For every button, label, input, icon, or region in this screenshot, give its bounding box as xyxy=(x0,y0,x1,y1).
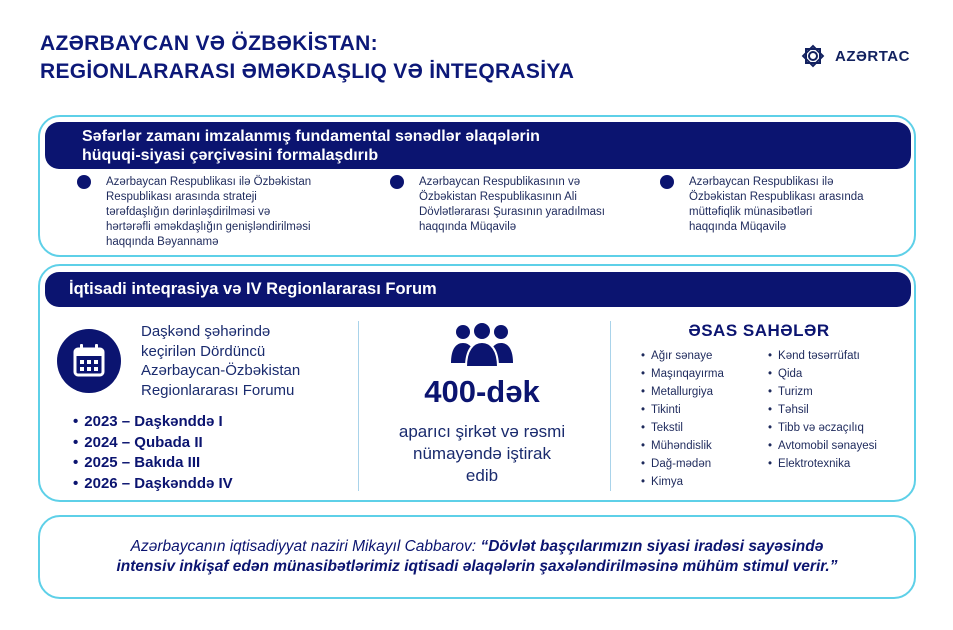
sectors-list-2 xyxy=(768,347,877,473)
sector-item: • Metallurgiya xyxy=(641,383,724,401)
people-group-icon xyxy=(449,321,515,367)
documents-panel xyxy=(38,115,916,257)
bullet-dot xyxy=(77,175,91,189)
documents-heading-line-1: Səfərlər zamanı imzalanmış fundamental sənədlər əlaqələrin xyxy=(82,128,540,145)
doc3-line: haqqında Müqavilə xyxy=(689,221,787,233)
participants-line: aparıcı şirkət və rəsmi xyxy=(398,422,566,441)
logo-text: AZƏRTAC xyxy=(835,47,910,65)
doc2-line: Özbəkistan Respublikasının Ali xyxy=(419,191,577,203)
forum-panel xyxy=(38,264,916,502)
azertac-logo xyxy=(797,40,910,72)
sectors-title: ƏSAS SAHƏLƏR xyxy=(688,321,830,340)
document-item-text xyxy=(419,175,605,235)
documents-heading xyxy=(45,122,911,169)
doc3-line: Özbəkistan Respublikası arasında xyxy=(689,191,864,203)
calendar-badge xyxy=(57,329,121,393)
sector-item: • Elektrotexnika xyxy=(768,455,877,473)
forum-description-line: Daşkənd şəhərində xyxy=(141,323,271,340)
participants-description xyxy=(358,421,606,487)
document-item-1 xyxy=(77,175,311,250)
sector-item: • Dağ-mədən xyxy=(641,455,724,473)
document-item-text xyxy=(106,175,311,250)
sector-item: • Tikinti xyxy=(641,401,724,419)
azertac-emblem-icon xyxy=(797,40,829,72)
documents-heading-line-2: hüquqi-siyasi çərçivəsini formalaşdırıb xyxy=(82,147,379,164)
forum-description-line: Regionlararası Forumu xyxy=(141,381,295,399)
sectors-list-1 xyxy=(641,347,724,491)
sector-item: • Tekstil xyxy=(641,419,724,437)
quote-text-2: intensiv inkişaf edən münasibətlərimiz iqtisadi əlaqələrin şaxələndirilməsinə mühüm stimul verir.” xyxy=(116,558,838,575)
participants-value: 400-dək xyxy=(424,374,540,409)
quote-text-1: “Dövlət başçılarımızın siyasi iradəsi sayəsində xyxy=(480,538,824,555)
sector-item: • Maşınqayırma xyxy=(641,365,724,383)
quote-panel xyxy=(38,515,916,599)
page-title xyxy=(40,30,574,86)
document-item-2 xyxy=(390,175,605,235)
bullet-dot xyxy=(390,175,404,189)
forum-description-line: Azərbaycan-Özbəkistan xyxy=(141,362,301,379)
forum-heading: İqtisadi inteqrasiya və IV Regionlararası Forum xyxy=(45,272,911,307)
sector-item: • Mühəndislik xyxy=(641,437,724,455)
doc3-line: müttəfiqlik münasibətləri xyxy=(689,206,813,218)
doc2-line: haqqında Müqavilə xyxy=(419,221,517,233)
title-line-1: AZƏRBAYCAN VƏ ÖZBƏKİSTAN: xyxy=(40,32,378,55)
quote-speaker: Azərbaycanın iqtisadiyyat naziri Mikayıl Cabbarov: xyxy=(130,538,477,555)
forum-description-line: keçirilən Dördüncü xyxy=(141,342,266,360)
forum-year-item: • 2026 – Daşkənddə IV xyxy=(73,474,233,495)
doc1-line: Respublikası arasında strateji xyxy=(106,191,257,203)
forum-years-list xyxy=(73,412,233,494)
doc1-line: tərəfdaşlığın dərinləşdirilməsi və xyxy=(106,206,271,218)
sector-item: • Təhsil xyxy=(768,401,877,419)
forum-description xyxy=(141,322,300,400)
minister-quote xyxy=(40,537,914,577)
participants-line: edib xyxy=(465,466,499,485)
doc1-line: haqqında Bəyannamə xyxy=(106,236,219,248)
document-item-text xyxy=(689,175,864,235)
doc2-line: Azərbaycan Respublikasının və xyxy=(419,176,581,188)
sector-item: • Turizm xyxy=(768,383,877,401)
bullet-dot xyxy=(660,175,674,189)
sector-item: • Kimya xyxy=(641,473,724,491)
forum-year-item: • 2024 – Qubada II xyxy=(73,433,233,454)
forum-year-item: • 2023 – Daşkənddə I xyxy=(73,412,233,433)
doc1-line: hərtərəfli əməkdaşlığın genişləndirilməsi xyxy=(106,221,311,233)
sector-item: • Qida xyxy=(768,365,877,383)
doc2-line: Dövlətlərarası Şurasının yaradılması xyxy=(419,206,605,218)
sector-item: • Kənd təsərrüfatı xyxy=(768,347,877,365)
title-line-2: REGİONLARARASI ƏMƏKDAŞLIQ VƏ İNTEQRASİYA xyxy=(40,60,575,83)
calendar-icon xyxy=(57,329,121,393)
sector-item: • Ağır sənaye xyxy=(641,347,724,365)
document-item-3 xyxy=(660,175,864,235)
sector-item: • Tibb və əczaçılıq xyxy=(768,419,877,437)
sector-item: • Avtomobil sənayesi xyxy=(768,437,877,455)
forum-year-item: • 2025 – Bakıda III xyxy=(73,453,233,474)
doc3-line: Azərbaycan Respublikası ilə xyxy=(689,176,834,188)
participants-line: nümayəndə iştirak xyxy=(413,444,551,463)
column-divider xyxy=(610,321,611,491)
doc1-line: Azərbaycan Respublikası ilə Özbəkistan xyxy=(106,176,312,188)
